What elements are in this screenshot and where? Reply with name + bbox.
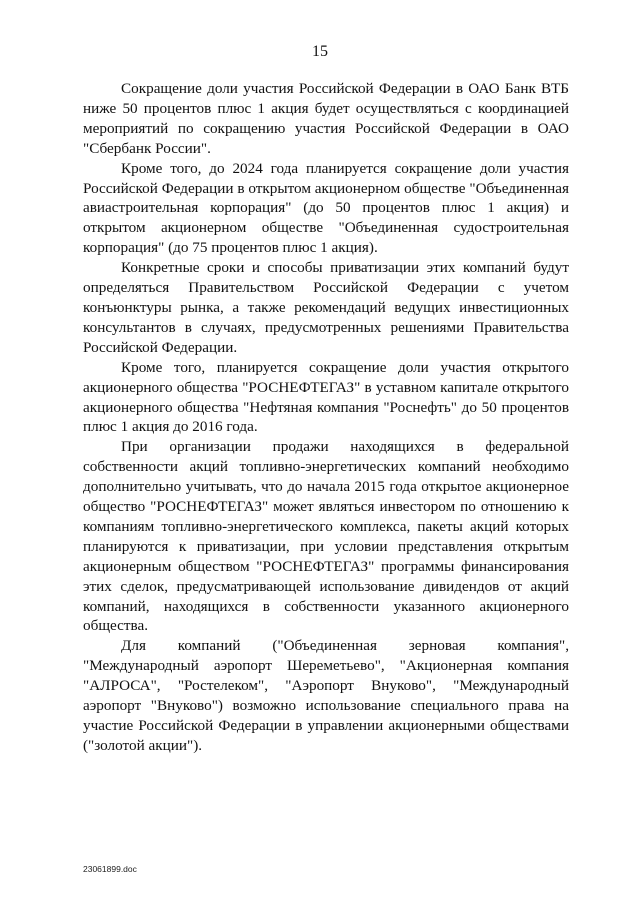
footer-filename: 23061899.doc <box>83 864 137 874</box>
paragraph-fuel-energy-sale: При организации продажи находящихся в федеральной собственности акций топливно-энергетических компаний необходимо дополнительно учитывать, что до начала 2015 года открытое акционерное общество "РОСНЕФТЕГАЗ" может являться инвестором по отношению к компаниям топливно-энергетического комплекса, пакеты акций которых планируются к приватизации, при условии представления открытым акционерным обществом "РОСНЕФТЕГАЗ" программы финансирования этих сделок, предусматривающей использование дивидендов от акций компаний, находящихся в собственности указанного акционерного общества. <box>83 438 569 635</box>
paragraph-vtb-sberbank: Сокращение доли участия Российской Федерации в ОАО Банк ВТБ ниже 50 процентов плюс 1 акция будет осуществляться с координацией мероприятий по сокращению участия Российской Федерации в ОАО "Сбербанк России". <box>83 80 569 157</box>
paragraph-golden-share: Для компаний ("Объединенная зерновая компания", "Международный аэропорт Шереметьево", "Акционерная компания "АЛРОСА", "Ростелеком", "Аэропорт Внуково", "Международный аэропорт "Внуково") возможно использование специального права на участие Российской Федерации в управлении акционерными обществами ("золотой акции"). <box>83 637 569 754</box>
document-body <box>83 79 569 756</box>
paragraph-privatization-terms: Конкретные сроки и способы приватизации этих компаний будут определяться Правительством Российской Федерации с учетом конъюнктуры рынка, а также рекомендаций ведущих инвестиционных консультантов в случаях, предусмотренных решениями Правительства Российской Федерации. <box>83 259 569 356</box>
page-number: 15 <box>312 43 328 60</box>
paragraph-rosneftegaz-rosneft: Кроме того, планируется сокращение доли участия открытого акционерного общества "РОСНЕФТЕГАЗ" в уставном капитале открытого акционерного общества "Нефтяная компания "Роснефть" до 50 процентов плюс 1 акция до 2016 года. <box>83 358 569 436</box>
paragraph-2024-reduction: Кроме того, до 2024 года планируется сокращение доли участия Российской Федерации в открытом акционерном обществе "Объединенная авиастроительная корпорация" (до 50 процентов плюс 1 акция) и открытом акционерном обществе "Объединенная судостроительная корпорация" (до 75 процентов плюс 1 акция). <box>83 159 569 257</box>
